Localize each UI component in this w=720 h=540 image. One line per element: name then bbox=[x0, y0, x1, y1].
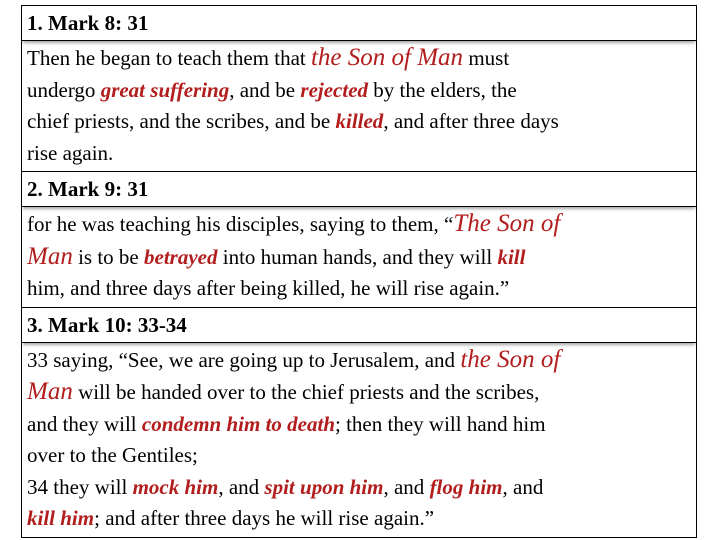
verse-text: Then he began to teach them that bbox=[27, 46, 311, 70]
verse-text: will be handed over to the chief priests and the scribes, bbox=[72, 380, 540, 404]
passage-heading-mark-8-31: 1. Mark 8: 31 bbox=[22, 6, 696, 41]
verse-text: 34 they will bbox=[27, 474, 133, 499]
passage-text-mark-10-33-34 bbox=[22, 343, 696, 538]
passage-line bbox=[27, 241, 694, 274]
verse-text: and they will bbox=[27, 411, 142, 436]
passage-table bbox=[21, 5, 697, 538]
passage-line bbox=[27, 440, 694, 472]
son-of-man-phrase: The Son of bbox=[453, 210, 561, 237]
emphasized-phrase: flog him bbox=[429, 474, 503, 499]
verse-text: for he was teaching his disciples, saying to them, “ bbox=[27, 212, 454, 236]
emphasized-phrase: kill him bbox=[27, 506, 95, 530]
passage-line bbox=[27, 42, 694, 75]
verse-text: ; and after three days he will rise again.” bbox=[94, 506, 435, 530]
passage-line bbox=[27, 273, 694, 305]
verse-text: into human hands, and they will bbox=[217, 244, 498, 269]
son-of-man-phrase: the Son of Man bbox=[310, 44, 464, 71]
son-of-man-phrase: the Son of bbox=[460, 345, 561, 373]
emphasized-phrase: betrayed bbox=[144, 244, 218, 269]
passage-line bbox=[27, 138, 694, 170]
passage-line bbox=[27, 376, 694, 409]
passage-line bbox=[27, 75, 694, 107]
passage-line bbox=[27, 208, 694, 241]
passage-line bbox=[27, 344, 694, 377]
verse-text: , and be bbox=[229, 77, 301, 102]
verse-text: over to the Gentiles; bbox=[27, 443, 198, 467]
emphasized-phrase: spit upon him bbox=[264, 474, 384, 499]
emphasized-phrase: mock him bbox=[132, 474, 219, 499]
son-of-man-phrase: Man bbox=[27, 378, 73, 405]
passage-line bbox=[27, 106, 694, 138]
verse-text: him, and three days after being killed, he will rise again.” bbox=[27, 276, 510, 300]
verse-text: , and bbox=[383, 474, 430, 499]
passage-line bbox=[27, 503, 694, 535]
passage-text-mark-9-31 bbox=[22, 207, 696, 308]
son-of-man-phrase: Man bbox=[27, 242, 73, 270]
passage-heading-mark-10-33-34: 3. Mark 10: 33-34 bbox=[22, 308, 696, 343]
verse-text: must bbox=[463, 46, 510, 70]
verse-text: rise again. bbox=[27, 140, 114, 165]
emphasized-phrase: killed bbox=[335, 109, 384, 133]
verse-text: by the elders, the bbox=[368, 77, 517, 102]
passage-line bbox=[27, 409, 694, 441]
passage-text-mark-8-31 bbox=[22, 41, 696, 172]
verse-text: chief priests, and the scribes, and be bbox=[27, 109, 336, 133]
emphasized-phrase: rejected bbox=[300, 77, 369, 102]
verse-text: ; then they will hand him bbox=[335, 411, 546, 436]
verse-text: , and after three days bbox=[383, 109, 559, 133]
emphasized-phrase: kill bbox=[497, 244, 526, 269]
emphasized-phrase: condemn him to death bbox=[141, 411, 336, 436]
passage-line bbox=[27, 472, 694, 504]
verse-text: is to be bbox=[72, 244, 144, 269]
verse-text: , and bbox=[218, 474, 265, 499]
passage-heading-mark-9-31: 2. Mark 9: 31 bbox=[22, 172, 696, 207]
verse-text: 33 saying, “See, we are going up to Jerusalem, and bbox=[27, 347, 461, 372]
verse-text: undergo bbox=[27, 77, 101, 102]
verse-text: , and bbox=[502, 474, 544, 499]
emphasized-phrase: great suffering bbox=[100, 77, 230, 102]
